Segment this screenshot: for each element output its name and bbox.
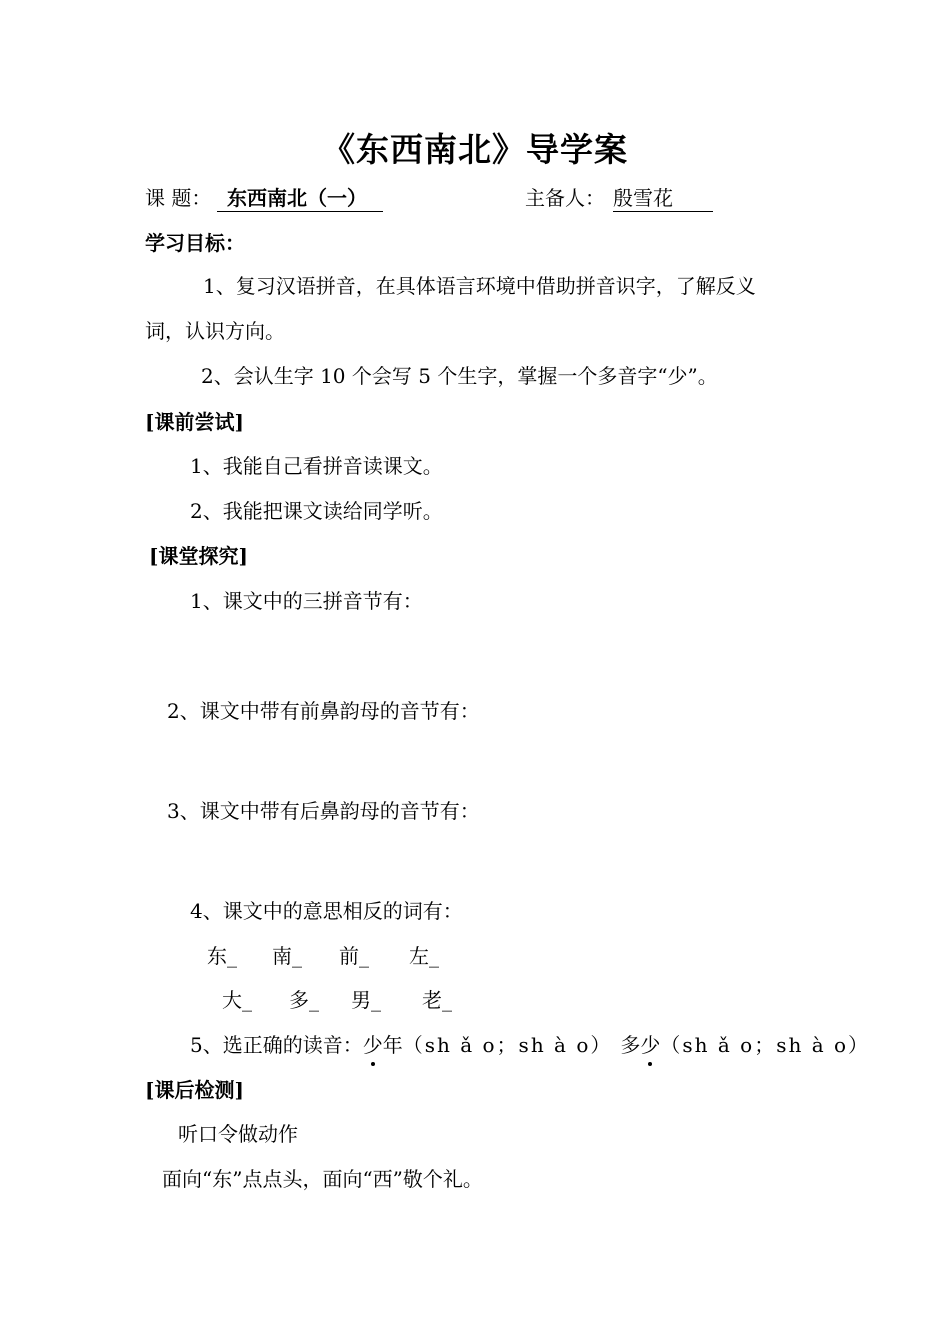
antonym-blank: 男_	[351, 988, 381, 1012]
antonym-blank: 前_	[339, 944, 369, 968]
question-1: 1、课文中的三拼音节有：	[190, 589, 423, 613]
antonym-blank: 东_	[207, 944, 237, 968]
antonym-blank: 大_	[222, 988, 252, 1012]
question-2: 2、课文中带有前鼻韵母的音节有：	[167, 699, 480, 723]
author-value-text: 殷雪花	[613, 185, 713, 212]
question-4: 4、课文中的意思相反的词有：	[190, 899, 463, 923]
word-2-first: 多	[620, 1033, 641, 1057]
question-5-prefix: 5、选正确的读音：	[190, 1033, 363, 1057]
post-class-heading: [课后检测]	[145, 1078, 244, 1102]
emphasis-char: 少	[640, 1033, 661, 1057]
in-class-heading: [课堂探究]	[149, 544, 248, 568]
topic-value	[217, 185, 383, 212]
topic-value-text: 东西南北（一）	[217, 185, 383, 212]
pinyin-options-2: （sh ǎ o；sh à o）	[660, 1033, 871, 1057]
question-5	[190, 1032, 870, 1058]
antonym-blank: 多_	[289, 988, 319, 1012]
page-title: 《东西南北》导学案	[322, 130, 628, 169]
antonym-blank: 南_	[272, 944, 302, 968]
author-value	[613, 185, 713, 212]
goal-item-2: 2、会认生字 10 个会写 5 个生字，掌握一个多音字“少”。	[201, 364, 718, 388]
word-1-rest: 年	[382, 1033, 403, 1057]
goals-heading: 学习目标：	[145, 231, 245, 255]
post-class-line-1: 听口令做动作	[178, 1122, 298, 1146]
emphasis-char: 少	[362, 1033, 383, 1057]
goal-item-1-line-2: 词，认识方向。	[145, 319, 285, 343]
antonym-blank: 左_	[409, 944, 439, 968]
goal-item-1-line-1: 1、复习汉语拼音，在具体语言环境中借助拼音识字，了解反义	[203, 274, 756, 298]
pre-class-item-1: 1、我能自己看拼音读课文。	[190, 454, 443, 478]
antonym-blank: 老_	[422, 988, 452, 1012]
post-class-line-2: 面向“东”点点头，面向“西”敬个礼。	[162, 1167, 483, 1191]
topic-label: 课 题：	[145, 186, 212, 210]
pre-class-heading: [课前尝试]	[145, 410, 244, 434]
pre-class-item-2: 2、我能把课文读给同学听。	[190, 499, 443, 523]
pinyin-options-1: （sh ǎ o；sh à o）	[402, 1033, 613, 1057]
question-3: 3、课文中带有后鼻韵母的音节有：	[167, 799, 480, 823]
author-label: 主备人：	[525, 186, 605, 210]
